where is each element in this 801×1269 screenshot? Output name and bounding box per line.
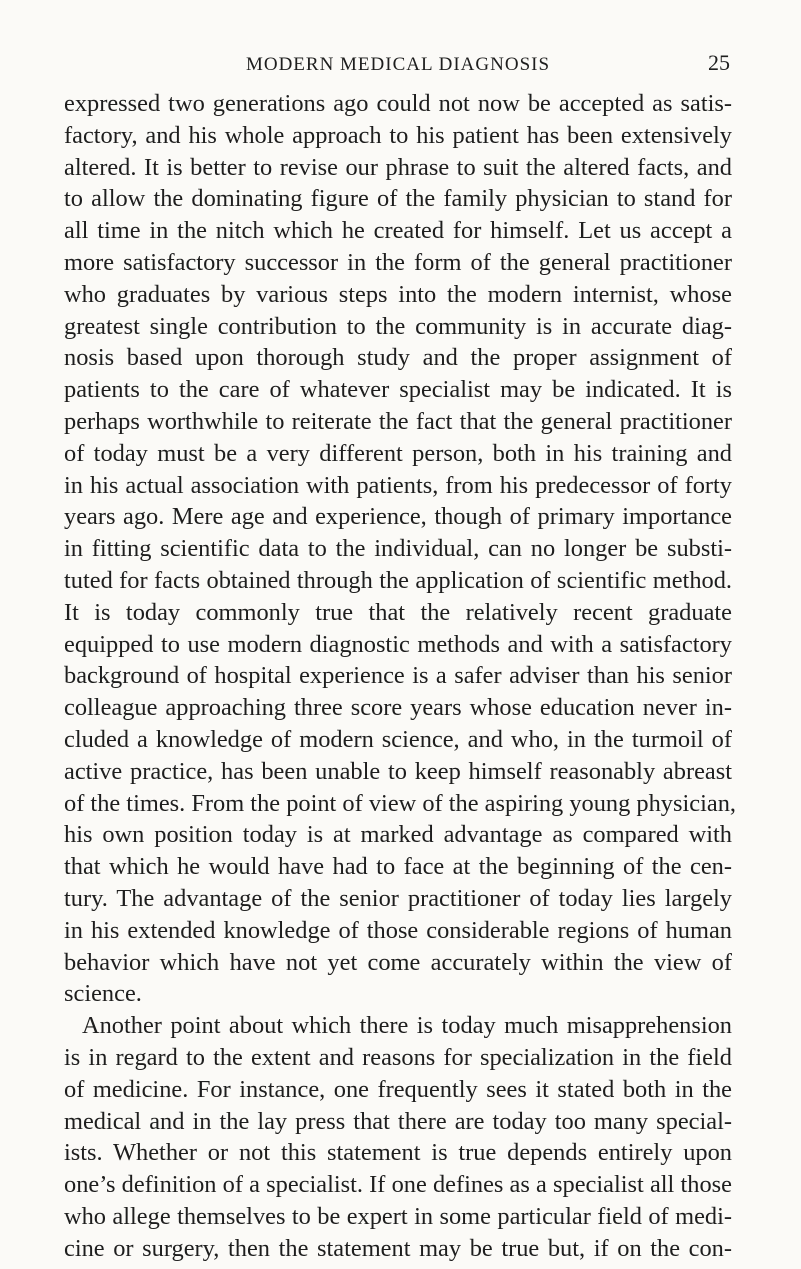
text-line: altered. It is better to revise our phrase to suit the altered facts, and xyxy=(64,153,732,181)
text-line: to allow the dominating figure of the family physician to stand for xyxy=(64,185,732,213)
text-line: who graduates by various steps into the modern internist, whose xyxy=(64,280,732,308)
running-title: MODERN MEDICAL DIAGNOSIS xyxy=(245,54,551,75)
text-line: cine or surgery, then the statement may be true but, if on the con- xyxy=(64,1234,732,1262)
text-line: active practice, has been unable to keep himself reasonably abreast xyxy=(64,757,732,785)
text-line: that which he would have had to face at the beginning of the cen- xyxy=(64,853,732,881)
text-line: years ago. Mere age and experience, though of primary importance xyxy=(64,503,732,531)
text-line: expressed two generations ago could not now be accepted as satis- xyxy=(64,90,732,117)
page-number: 25 xyxy=(708,50,730,75)
text-line: tuted for facts obtained through the application of scientific method. xyxy=(64,566,732,594)
text-line: medical and in the lay press that there are today too many special- xyxy=(64,1107,732,1135)
paragraph xyxy=(64,88,736,1010)
text-line: equipped to use modern diagnostic methods and with a satisfactory xyxy=(64,630,732,658)
text-line: greatest single contribution to the community is in accurate diag- xyxy=(64,312,732,340)
text-line: patients to the care of whatever specialist may be indicated. It is xyxy=(64,376,732,404)
text-line: of medicine. For instance, one frequently sees it stated both in the xyxy=(64,1075,732,1103)
text-line: cluded a knowledge of modern science, and who, in the turmoil of xyxy=(64,725,732,753)
text-line: factory, and his whole approach to his patient has been extensively xyxy=(64,121,732,149)
text-line: science. xyxy=(64,980,142,1008)
text-line: Another point about which there is today much misapprehension xyxy=(82,1012,732,1040)
text-line: is in regard to the extent and reasons for specialization in the field xyxy=(64,1043,732,1071)
text-line: background of hospital experience is a safer adviser than his senior xyxy=(64,662,732,690)
text-line: nosis based upon thorough study and the proper assignment of xyxy=(64,344,732,372)
text-line: all time in the nitch which he created for himself. Let us accept a xyxy=(64,217,732,245)
text-line: of today must be a very different person, both in his training and xyxy=(64,439,732,467)
text-line: in fitting scientific data to the individual, can no longer be substi- xyxy=(64,535,732,563)
text-line: It is today commonly true that the relatively recent graduate xyxy=(64,598,732,626)
text-line: perhaps worthwhile to reiterate the fact that the general practitioner xyxy=(64,407,732,435)
text-line: of the times. From the point of view of the aspiring young physician, xyxy=(64,789,736,817)
text-line: who allege themselves to be expert in some particular field of medi- xyxy=(64,1202,732,1230)
body-text xyxy=(64,88,736,1264)
running-head xyxy=(66,48,730,84)
text-line: in his actual association with patients, from his predecessor of forty xyxy=(64,471,732,499)
text-line: his own position today is at marked advantage as compared with xyxy=(64,821,732,849)
paragraph xyxy=(64,1010,732,1264)
text-line: behavior which have not yet come accurately within the view of xyxy=(64,948,732,976)
text-line: ists. Whether or not this statement is true depends entirely upon xyxy=(64,1139,732,1167)
text-line: tury. The advantage of the senior practitioner of today lies largely xyxy=(64,884,732,912)
text-line: more satisfactory successor in the form of the general practitioner xyxy=(64,248,732,276)
text-line: colleague approaching three score years whose education never in- xyxy=(64,694,732,722)
text-line: one’s definition of a specialist. If one defines as a specialist all those xyxy=(64,1171,732,1199)
text-line: in his extended knowledge of those considerable regions of human xyxy=(64,916,732,944)
